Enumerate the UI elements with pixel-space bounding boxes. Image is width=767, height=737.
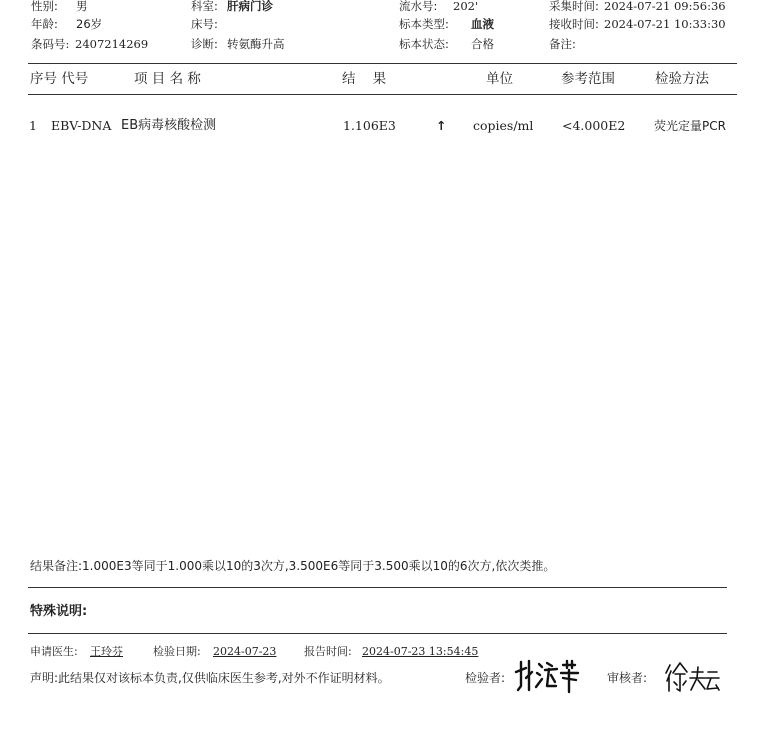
col-header-range: 参考范围	[561, 71, 615, 87]
remark-rule	[28, 587, 727, 588]
table-row	[0, 117, 767, 135]
report-time-label: 报告时间:	[304, 645, 352, 658]
special-notes-title: 特殊说明:	[30, 604, 88, 619]
special-notes-rule	[28, 633, 727, 634]
note-label: 备注:	[549, 37, 576, 51]
age-label: 年龄:	[31, 17, 58, 31]
specimen-type-label: 标本类型:	[399, 17, 449, 31]
col-header-result: 结 果	[342, 71, 387, 87]
collect-time-label: 采集时间:	[549, 0, 599, 13]
diagnosis-label: 诊断:	[191, 37, 218, 51]
serial-label: 流水号:	[399, 0, 438, 13]
row-item-name: EB病毒核酸检测	[121, 118, 217, 133]
specimen-type-value: 血液	[471, 17, 494, 31]
reviewer-label: 审核者:	[607, 671, 648, 685]
bed-label: 床号:	[191, 17, 218, 31]
report-time-value: 2024-07-23 13:54:45	[362, 645, 479, 658]
col-header-item: 项 目 名 称	[134, 71, 201, 87]
doctor-name: 王玲芬	[90, 645, 123, 658]
dept-label: 科室:	[191, 0, 218, 13]
row-unit: copies/ml	[473, 118, 534, 133]
disclaimer-statement: 声明:此结果仅对该标本负责,仅供临床医生参考,对外不作证明材料。	[30, 671, 390, 685]
test-date-label: 检验日期:	[153, 645, 201, 658]
receive-time-value: 2024-07-21 10:33:30	[604, 17, 726, 31]
row-range: <4.000E2	[562, 118, 626, 133]
barcode-value: 2407214269	[75, 37, 149, 51]
row-code: EBV-DNA	[51, 118, 112, 133]
row-seq: 1	[29, 118, 37, 133]
table-top-rule	[28, 63, 737, 64]
receive-time-label: 接收时间:	[549, 17, 599, 31]
row-result: 1.106E3	[343, 118, 396, 133]
age-value: 26岁	[76, 17, 103, 31]
sex-label: 性别:	[31, 0, 58, 13]
doctor-label: 申请医生:	[30, 645, 78, 658]
barcode-label: 条码号:	[31, 37, 70, 51]
specimen-status-label: 标本状态:	[399, 37, 449, 51]
col-header-seq-code: 序号 代号	[30, 71, 89, 87]
sex-value: 男	[76, 0, 88, 13]
reviewer-signature	[664, 661, 720, 695]
test-date-value: 2024-07-23	[213, 645, 277, 658]
specimen-status-value: 合格	[471, 37, 494, 51]
col-header-method: 检验方法	[655, 71, 709, 87]
row-method: 荧光定量PCR	[654, 119, 726, 133]
row-high-flag: ↑	[436, 118, 447, 133]
serial-value: 202'	[453, 0, 479, 13]
dept-value: 肝病门诊	[227, 0, 273, 13]
result-remark: 结果备注:1.000E3等同于1.000乘以10的3次方,3.500E6等同于3.500乘以10的6次方,依次类推。	[30, 559, 556, 573]
diagnosis-value: 转氨酶升高	[227, 37, 285, 51]
collect-time-value: 2024-07-21 09:56:36	[604, 0, 726, 13]
table-header-rule	[28, 94, 737, 95]
col-header-unit: 单位	[486, 71, 513, 87]
tester-label: 检验者:	[465, 671, 506, 685]
tester-signature	[514, 656, 582, 696]
